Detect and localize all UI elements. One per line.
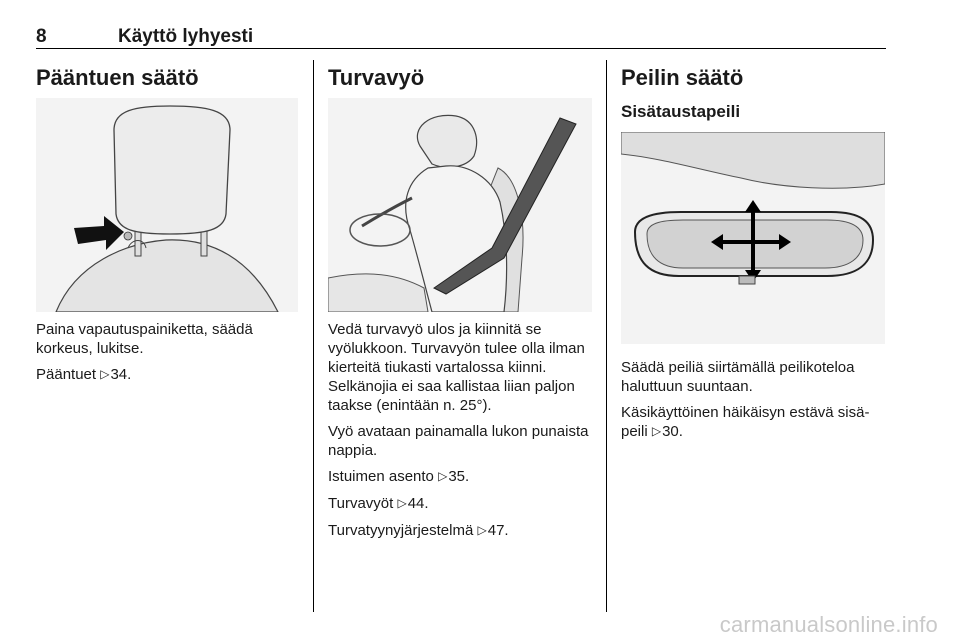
page-header-title: Käyttö lyhyesti — [118, 26, 254, 47]
triangle-right-icon: ▷ — [397, 496, 407, 510]
page-ref-link[interactable]: 44. — [407, 495, 429, 512]
paragraph: Turvatyynyjärjestelmä ▷47. — [328, 522, 509, 539]
section-body — [328, 320, 598, 548]
section-body — [621, 358, 889, 449]
section-heading: Pääntuen säätö — [36, 65, 199, 90]
paragraph: Käsikäyttöinen häikäisyn estävä sisä-peili ▷30. — [621, 404, 870, 440]
page-ref-link[interactable]: 34. — [110, 366, 132, 383]
page-ref-link[interactable]: 30. — [662, 423, 683, 440]
watermark: carmanualsonline.info — [719, 612, 938, 637]
mirror-illustration — [621, 132, 885, 344]
triangle-right-icon: ▷ — [651, 424, 662, 438]
section-subheading: Sisätaustapeili — [621, 102, 741, 121]
headrest-illustration — [36, 98, 298, 312]
page-number: 8 — [36, 26, 47, 47]
header-rule — [36, 48, 886, 49]
page-ref-link[interactable]: 47. — [487, 522, 509, 539]
paragraph: Paina vapautuspainiketta, säädä korkeus, lukitse. — [36, 321, 253, 357]
paragraph: Turvavyöt ▷44. — [328, 495, 429, 512]
seatbelt-illustration — [328, 98, 592, 312]
paragraph: Pääntuet ▷34. — [36, 366, 132, 383]
paragraph: Säädä peiliä siirtämällä peilikoteloa haluttuun suuntaan. — [621, 359, 855, 395]
section-heading: Peilin säätö — [621, 65, 744, 90]
paragraph: Vyö avataan painamalla lukon punaista nappia. — [328, 423, 589, 459]
triangle-right-icon: ▷ — [100, 367, 110, 381]
section-body — [36, 320, 298, 392]
column-divider-1 — [313, 60, 314, 612]
paragraph: Istuimen asento ▷35. — [328, 468, 470, 485]
column-divider-2 — [606, 60, 607, 612]
paragraph: Vedä turvavyö ulos ja kiinnitä se vyölukkoon. Turvavyön tulee olla ilman kierteitä tiukasti vartalossa kiinni. Selkänojia ei saa kallistaa liian paljon taakse (enintään n. 25°). — [328, 321, 585, 414]
triangle-right-icon: ▷ — [438, 469, 448, 483]
page-ref-link[interactable]: 35. — [448, 468, 470, 485]
triangle-right-icon: ▷ — [477, 523, 487, 537]
section-heading: Turvavyö — [328, 65, 425, 90]
